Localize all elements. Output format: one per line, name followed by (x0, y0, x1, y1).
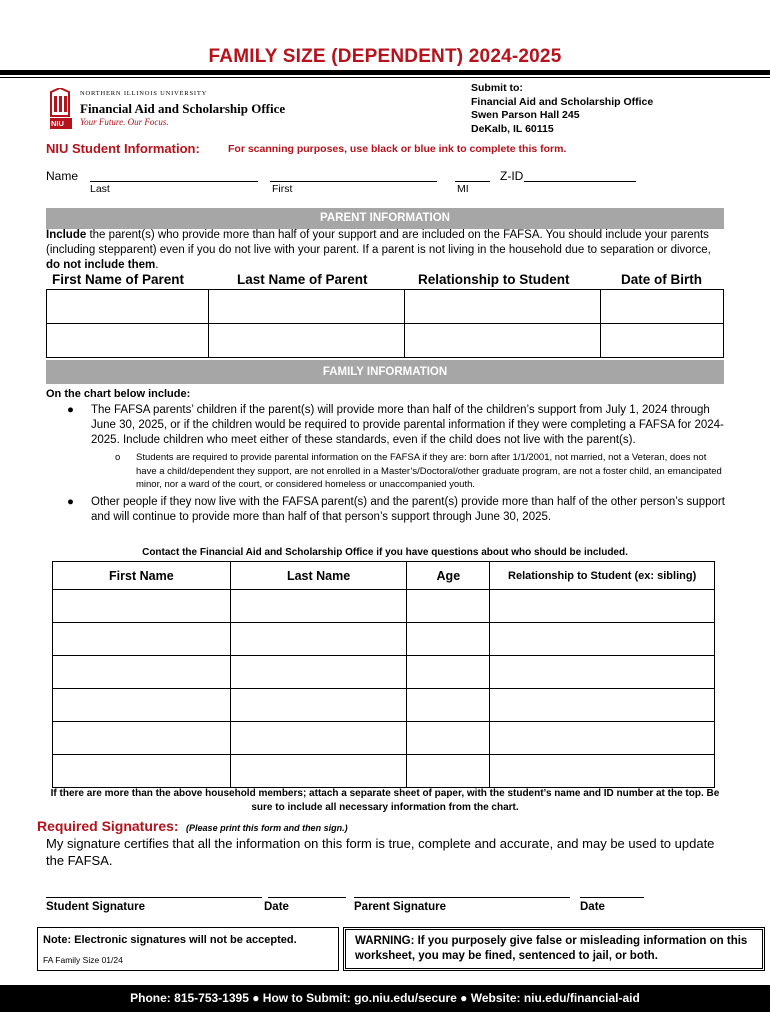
table-cell[interactable] (230, 755, 407, 788)
electronic-note: Note: Electronic signatures will not be accepted. (43, 934, 297, 946)
table-cell[interactable] (208, 324, 405, 358)
bullet-icon: ● (67, 495, 74, 508)
logo-university: NORTHERN ILLINOIS UNIVERSITY (80, 90, 208, 97)
parent-intro-text: the parent(s) who provide more than half of your support and are included on the FAFSA. You should include your parents (including stepparent) even if you do not live with your parent. If a parent is not living in the household due to separation or divorce, (46, 229, 711, 256)
mi-sublabel: MI (457, 183, 469, 195)
table-row (53, 590, 715, 623)
table-cell[interactable] (407, 722, 490, 755)
family-col-first: First Name (53, 562, 231, 590)
parent-col-dob: Date of Birth (621, 272, 702, 287)
parent-signature-label: Parent Signature (354, 901, 447, 913)
bullet2-text: Other people if they now live with the FAFSA parent(s) and the parent(s) provide more than half of the other person’s support and will continue to provide more than half of that person’s support through June 30, 2025. (91, 495, 725, 523)
logo-mark-text: NIU (51, 119, 64, 128)
parent-col-last: Last Name of Parent (237, 272, 368, 287)
table-cell[interactable] (490, 722, 715, 755)
table-cell[interactable] (230, 623, 407, 656)
table-cell[interactable] (601, 290, 724, 324)
scan-note: For scanning purposes, use black or blue ink to complete this form. (228, 143, 567, 155)
more-members-note: If there are more than the above household members; attach a separate sheet of paper, with the student’s name and ID number at the top. Be sure to include all necessary information from the chart. (50, 788, 720, 813)
table-cell[interactable] (601, 324, 724, 358)
table-cell[interactable] (53, 656, 231, 689)
niu-logo (48, 86, 308, 132)
table-cell[interactable] (490, 755, 715, 788)
student-signature-label: Student Signature (46, 901, 146, 913)
table-header-row (53, 562, 715, 590)
table-row (53, 689, 715, 722)
parent-table (46, 289, 724, 358)
table-cell[interactable] (230, 590, 407, 623)
warning-box (343, 927, 765, 971)
table-row (53, 656, 715, 689)
submit-label: Submit to: (471, 82, 523, 94)
table-cell[interactable] (490, 590, 715, 623)
table-cell[interactable] (230, 656, 407, 689)
zid-label: Z-ID (500, 169, 524, 183)
family-info-band: FAMILY INFORMATION (46, 360, 724, 384)
signatures-heading-row (37, 818, 348, 836)
last-sublabel: Last (90, 183, 110, 195)
parent-intro (46, 228, 724, 273)
table-cell[interactable] (405, 290, 601, 324)
table-row (47, 324, 724, 358)
sub-bullet-icon: o (115, 452, 121, 463)
parent-signature-line[interactable] (354, 897, 570, 898)
table-row (53, 623, 715, 656)
chart-intro: On the chart below include: (46, 388, 191, 400)
table-cell[interactable] (407, 689, 490, 722)
submit-address (471, 82, 653, 136)
bullet1-text: The FAFSA parents’ children if the parent(s) will provide more than half of the children’s support from July 1, 2024 through June 30, 2025, or if the children would be required to provide parental information if they were completing a FAFSA for 2024-2025. Include children who meet either of these standards, even if the child does not live with the parent(s). (91, 404, 724, 446)
electronic-note-box (37, 927, 339, 971)
table-cell[interactable] (407, 590, 490, 623)
table-cell[interactable] (53, 590, 231, 623)
logo-office: Financial Aid and Scholarship Office (80, 101, 286, 116)
table-cell[interactable] (208, 290, 405, 324)
table-cell[interactable] (490, 656, 715, 689)
parent-intro-period: . (155, 259, 159, 271)
table-cell[interactable] (53, 623, 231, 656)
student-info-heading: NIU Student Information: (46, 141, 200, 156)
form-id: FA Family Size 01/24 (43, 955, 123, 965)
table-cell[interactable] (53, 755, 231, 788)
zid-field[interactable] (524, 181, 636, 182)
parent-table-header (46, 272, 724, 289)
parent-date-label: Date (580, 901, 605, 913)
family-col-relationship: Relationship to Student (ex: sibling) (490, 562, 715, 590)
student-date-line[interactable] (268, 897, 346, 898)
table-cell[interactable] (47, 290, 209, 324)
student-date-label: Date (264, 901, 289, 913)
first-sublabel: First (272, 183, 293, 195)
first-name-field[interactable] (270, 181, 437, 182)
last-name-field[interactable] (90, 181, 258, 182)
parent-date-line[interactable] (580, 897, 644, 898)
certification-text: My signature certifies that all the information on this form is true, complete and accurate, and may be used to update the FAFSA. (46, 836, 715, 868)
name-label: Name (46, 169, 79, 183)
table-cell[interactable] (407, 656, 490, 689)
bullet-list (67, 403, 727, 525)
parent-intro-exclude: do not include them (46, 259, 156, 271)
family-col-last: Last Name (230, 562, 407, 590)
submit-line2: Swen Parson Hall 245 (471, 109, 580, 121)
footer-bar: Phone: 815-753-1395 ● How to Submit: go.niu.edu/secure ● Website: niu.edu/financial-aid (0, 985, 770, 1012)
list-item (67, 495, 727, 525)
table-cell[interactable] (407, 755, 490, 788)
signatures-heading: Required Signatures: (37, 818, 179, 834)
list-item (67, 403, 727, 448)
header-rule-thick (0, 70, 770, 75)
warning-text: WARNING: If you purposely give false or misleading information on this worksheet, you may be fined, sentenced to jail, or both. (355, 935, 748, 962)
table-cell[interactable] (490, 689, 715, 722)
mi-field[interactable] (455, 181, 490, 182)
table-cell[interactable] (47, 324, 209, 358)
table-cell[interactable] (53, 722, 231, 755)
family-table (52, 561, 715, 788)
submit-line1: Financial Aid and Scholarship Office (471, 95, 654, 108)
table-cell[interactable] (407, 623, 490, 656)
table-cell[interactable] (230, 689, 407, 722)
page-title: FAMILY SIZE (DEPENDENT) 2024-2025 (208, 46, 562, 67)
parent-intro-include: Include (46, 229, 87, 241)
sub-bullet-text: Students are required to provide parental information on the FAFSA if they are: born after 1/1/2001, not married, not a Veteran, does not have a child/dependent they support, are not enrolled in a Master’s/Doctoral/other graduate program, are not a foster child, an emancipated minor, nor a ward of the court, or considered homeless or unaccompanied youth. (136, 452, 722, 490)
table-cell[interactable] (405, 324, 601, 358)
table-cell[interactable] (230, 722, 407, 755)
table-cell[interactable] (53, 689, 231, 722)
table-row (53, 755, 715, 788)
table-row (53, 722, 715, 755)
signatures-heading-note: (Please print this form and then sign.) (186, 823, 348, 833)
student-signature-line[interactable] (46, 897, 262, 898)
list-item (67, 451, 727, 492)
table-cell[interactable] (490, 623, 715, 656)
parent-col-first: First Name of Parent (52, 272, 185, 287)
header-rule-thin (0, 77, 770, 78)
parent-info-band: PARENT INFORMATION (46, 208, 724, 229)
table-row (47, 290, 724, 324)
family-col-age: Age (407, 562, 490, 590)
logo-tagline: Your Future. Our Focus. (80, 117, 169, 127)
bullet-icon: ● (67, 404, 74, 416)
submit-line3: DeKalb, IL 60115 (471, 122, 554, 135)
parent-col-relationship: Relationship to Student (418, 272, 570, 287)
contact-note: Contact the Financial Aid and Scholarship Office if you have questions about who should be included. (142, 547, 628, 558)
